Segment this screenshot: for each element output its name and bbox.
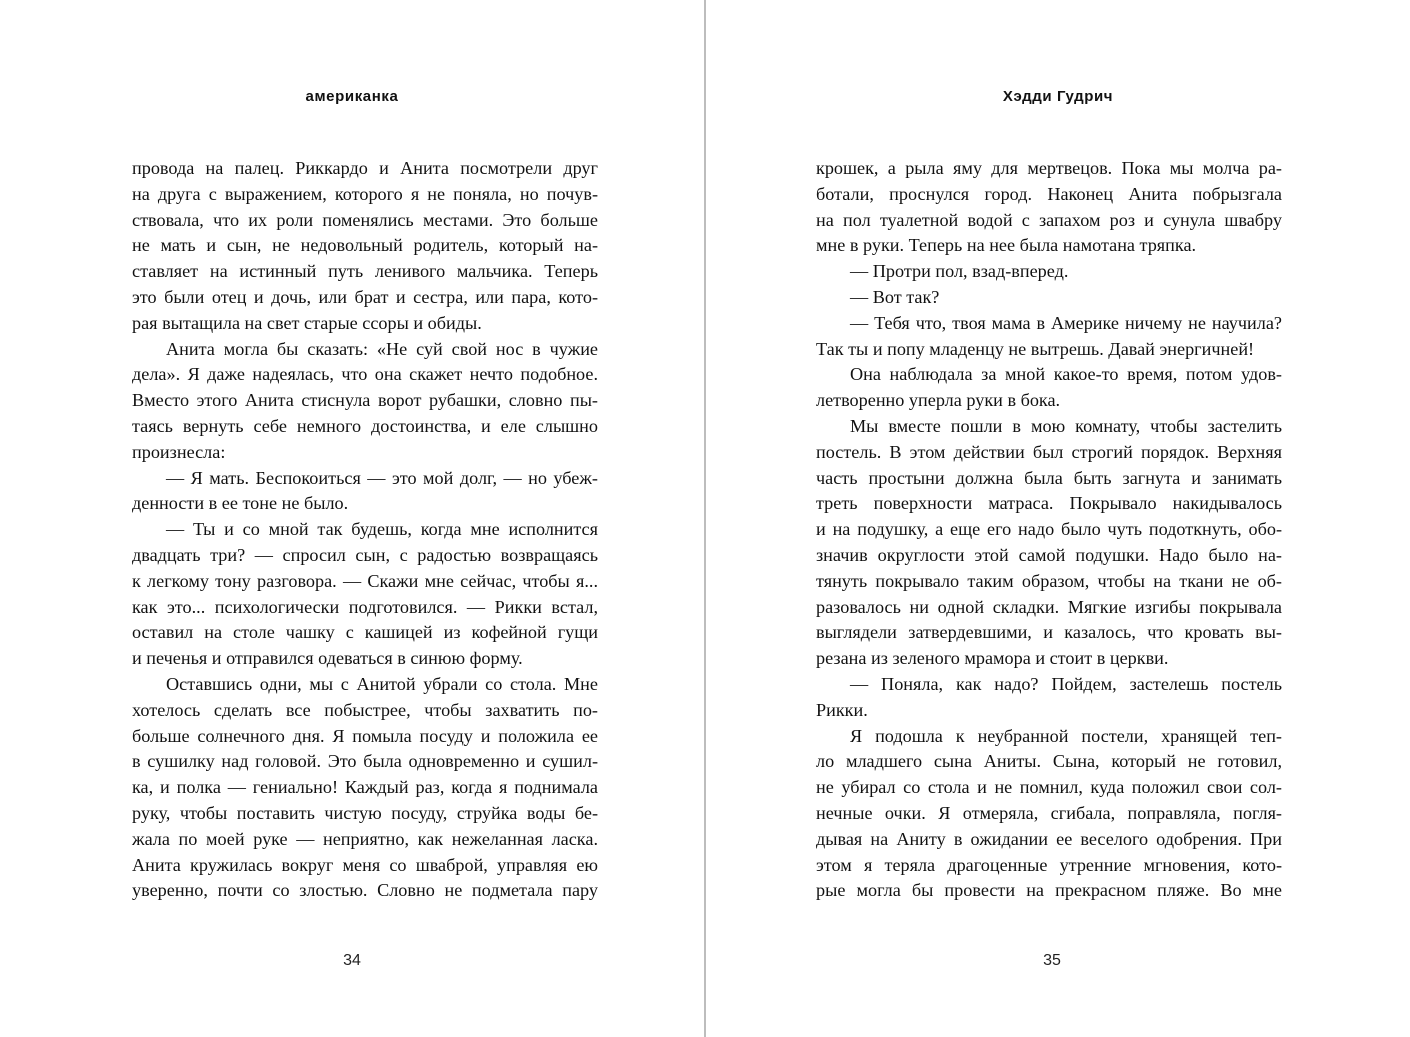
text-line: провода на палец. Риккардо и Анита посмотрели друг (132, 158, 598, 178)
text-line: Я подошла к неубранной постели, хранящей теп- (850, 725, 1282, 746)
text-line: тянуть покрывало таким образом, чтобы на ткани не об- (816, 570, 1282, 591)
text-line: ботали, проснулся город. Наконец Анита побрызгала (816, 183, 1282, 204)
right-page (706, 0, 1410, 1037)
text-line: постель. В этом действии был строгий порядок. Верхняя (816, 441, 1282, 462)
text-line: резана из зеленого мрамора и стоит в церкви. (816, 648, 1169, 669)
text-line: на пол туалетной водой с запахом роз и сунула швабру (816, 209, 1282, 230)
text-line: Анита могла бы сказать: «Не суй свой нос в чужие (166, 338, 598, 359)
text-line: разовалось ни одной складки. Мягкие изгибы покрывала (816, 596, 1282, 617)
left-body-text (132, 156, 598, 904)
text-line: больше солнечного дня. Я помыла посуду и положила ее (132, 725, 598, 746)
text-line: Вместо этого Анита стиснула ворот рубашки, словно пы- (132, 390, 598, 411)
text-line: мне в руки. Теперь на нее была намотана тряпка. (816, 235, 1197, 256)
right-body-text (816, 156, 1282, 904)
text-line: — Протри пол, взад-вперед. (850, 261, 1069, 282)
text-line: дывая на Аниту в ожидании ее веселого одобрения. При (816, 828, 1282, 849)
text-line: ствовала, что их роли поменялись местами. Это больше (132, 209, 598, 230)
text-line: треть поверхности матраса. Покрывало накидывалось (816, 493, 1282, 514)
text-line: часть простыни должна была быть загнута и занимать (816, 467, 1282, 488)
text-line: Оставшись одни, мы с Анитой убрали со стола. Мне (166, 673, 598, 694)
text-line: Так ты и попу младенцу не вытрешь. Давай энергичней! (816, 338, 1255, 359)
text-line: — Поняла, как надо? Пойдем, застелешь постель (850, 673, 1282, 694)
text-line: выглядели затвердевшими, и казалось, что кровать вы- (816, 622, 1282, 643)
text-line: таясь вернуть себе немного достоинства, и еле слышно (132, 415, 598, 436)
text-line: уверенно, почти со злостью. Словно не подметала пару (132, 880, 598, 901)
text-line: — Вот так? (850, 286, 940, 307)
right-page-number: 35 (1043, 952, 1061, 969)
text-line: ставляет на истинный путь ленивого мальчика. Теперь (132, 261, 598, 282)
text-line: жала по моей руке — неприятно, как нежеланная ласка. (132, 828, 598, 849)
text-line: — Тебя что, твоя мама в Америке ничему не научила? (850, 312, 1282, 333)
left-page-number: 34 (343, 952, 361, 969)
left-running-head: американка (305, 88, 399, 105)
text-line: нечные очки. Я отмеряла, сгибала, поправляла, погля- (816, 802, 1282, 823)
text-line: Анита кружилась вокруг меня со шваброй, управляя ею (132, 854, 598, 875)
text-line: произнесла: (132, 441, 226, 462)
left-page (0, 0, 704, 1037)
text-line: крошек, а рыла яму для мертвецов. Пока мы молча ра- (816, 158, 1282, 178)
text-line: оставил на столе чашку с кашицей из кофейной гущи (132, 622, 598, 643)
text-line: летворенно уперла руки в бока. (816, 390, 1061, 411)
text-line: Она наблюдала за мной какое-то время, потом удов- (850, 364, 1282, 385)
text-line: и на подушку, а еще его надо было чуть подоткнуть, обо- (816, 519, 1282, 540)
text-line: как это... психологически подготовился. — Рикки встал, (132, 596, 598, 617)
text-line: не убирал со стола и не помнил, куда положил свои сол- (816, 777, 1282, 798)
text-line: Мы вместе пошли в мою комнату, чтобы застелить (850, 415, 1282, 436)
text-line: денности в ее тоне не было. (132, 493, 349, 514)
text-line: ка, и полка — гениально! Каждый раз, когда я поднимала (132, 777, 598, 798)
text-line: не мать и сын, не недовольный родитель, который на- (132, 235, 598, 256)
text-line: к легкому тону разговора. — Скажи мне сейчас, чтобы я... (132, 570, 598, 591)
text-line: хотелось сделать все побыстрее, чтобы захватить по- (132, 699, 598, 720)
text-line: Рикки. (816, 699, 868, 720)
text-line: двадцать три? — спросил сын, с радостью возвращаясь (132, 544, 598, 565)
text-line: в сушилку над головой. Это была одновременно и сушил- (132, 751, 598, 772)
text-line: дела». Я даже надеялась, что она скажет нечто подобное. (132, 364, 598, 385)
text-line: рая вытащила на свет старые ссоры и обиды. (132, 312, 482, 333)
text-line: — Я мать. Беспокоиться — это мой долг, — но убеж- (166, 467, 598, 488)
text-line: на друга с выражением, которого я не поняла, но почув- (132, 183, 598, 204)
text-line: значив округлости этой самой подушки. Надо было на- (816, 544, 1282, 565)
right-running-head: Хэдди Гудрич (1002, 88, 1114, 105)
text-line: ло младшего сына Аниты. Сына, который не готовил, (816, 751, 1282, 772)
text-line: это были отец и дочь, или брат и сестра, или пара, кото- (132, 286, 598, 307)
text-line: этом я теряла драгоценные утренние мгновения, кото- (816, 854, 1282, 875)
text-line: — Ты и со мной так будешь, когда мне исполнится (166, 519, 598, 540)
text-line: и печенья и отправился одеваться в синюю форму. (132, 648, 523, 669)
text-line: рые могла бы провести на прекрасном пляже. Во мне (816, 880, 1282, 901)
text-line: руку, чтобы поставить чистую посуду, струйка воды бе- (132, 802, 598, 823)
